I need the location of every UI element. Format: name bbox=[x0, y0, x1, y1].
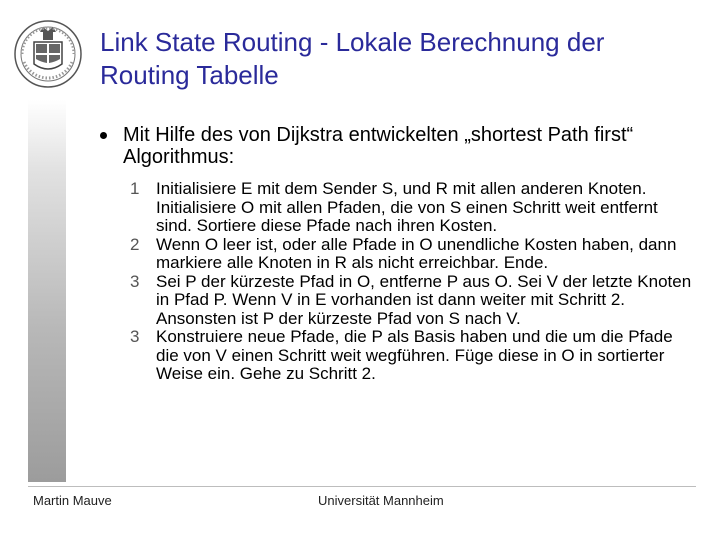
step-number: 3 bbox=[130, 327, 140, 346]
bullet-dot-icon bbox=[100, 132, 107, 139]
step-text: Wenn O leer ist, oder alle Pfade in O unendliche Kosten haben, dann markiere alle Knoten in R als nicht erreichbar. Ende. bbox=[156, 234, 677, 272]
step-text: Initialisiere E mit dem Sender S, und R mit allen anderen Knoten. Initialisiere O mit allen Pfaden, die von S einen Schritt weit entfernt sind. Sortiere diese Pfade nach ihren Kosten. bbox=[156, 179, 658, 235]
step-item bbox=[130, 273, 695, 329]
footer-institution: Universität Mannheim bbox=[318, 493, 444, 508]
footer-divider bbox=[28, 486, 696, 487]
decorative-side-bar bbox=[28, 100, 66, 482]
university-seal-icon bbox=[12, 14, 84, 94]
algorithm-steps bbox=[130, 180, 695, 384]
footer-author: Martin Mauve bbox=[33, 493, 112, 508]
step-text: Sei P der kürzeste Pfad in O, entferne P aus O. Sei V der letzte Knoten in Pfad P. Wenn V in E vorhanden ist dann weiter mit Schritt 2. Ansonsten ist P der kürzeste Pfad von S nach V. bbox=[156, 271, 692, 328]
bullet-text: Mit Hilfe des von Dijkstra entwickelten „shortest Path first“ Algorithmus: bbox=[123, 124, 634, 168]
step-item bbox=[130, 236, 695, 273]
title-line-2: Routing Tabelle bbox=[100, 60, 279, 90]
step-item bbox=[130, 180, 695, 236]
step-item bbox=[130, 328, 695, 384]
slide-title bbox=[100, 26, 700, 92]
step-number: 3 bbox=[130, 271, 140, 291]
title-line-1: Link State Routing - Lokale Berechnung der bbox=[100, 27, 605, 57]
step-number: 1 bbox=[130, 179, 140, 198]
step-number: 2 bbox=[130, 234, 140, 254]
step-text: Konstruiere neue Pfade, die P als Basis haben und die um die Pfade die von V einen Schritt weit wegführen. Füge diese in O in sortierter Weise ein. Gehe zu Schritt 2. bbox=[156, 327, 673, 383]
